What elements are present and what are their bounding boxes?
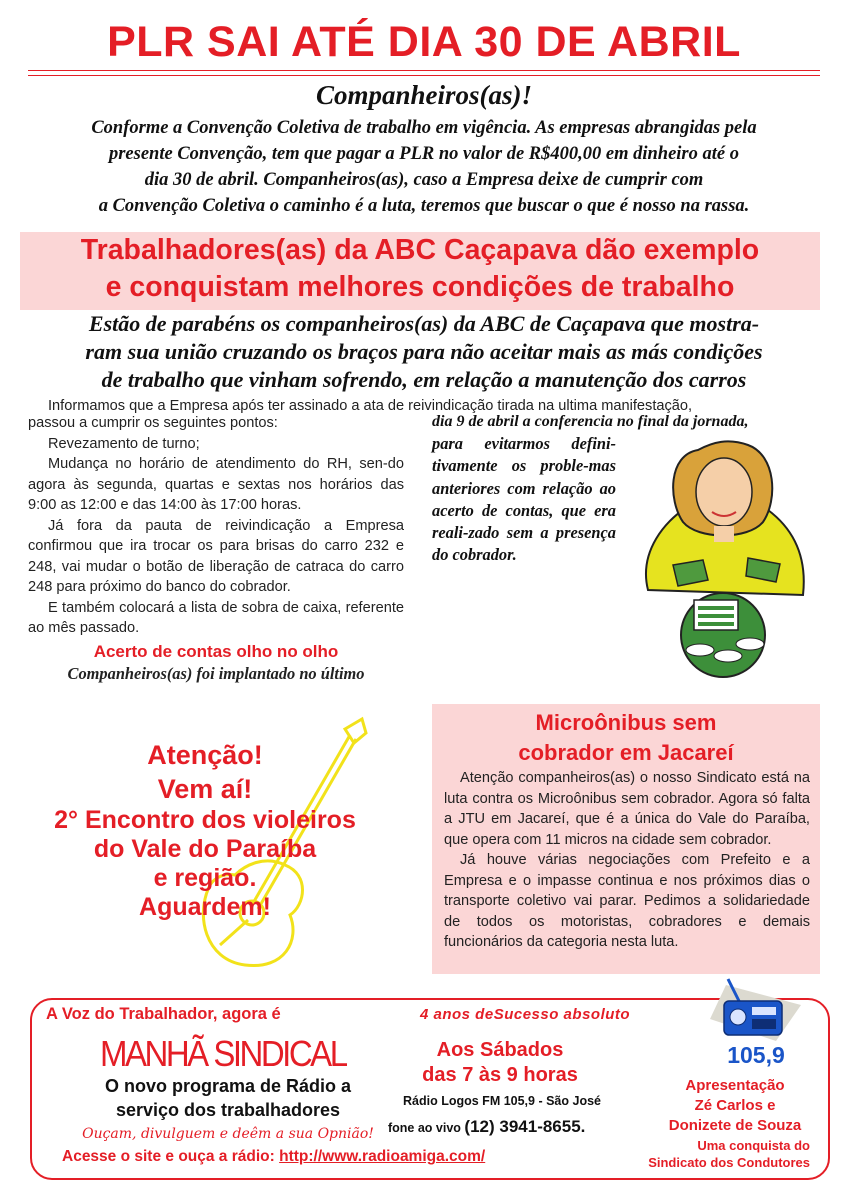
attention-line: Vem aí! [157, 774, 253, 804]
radio-novo-line: O novo programa de Rádio a [104, 1076, 352, 1096]
radio-apres-line: Apresentação [685, 1077, 785, 1094]
radio-apres-line: Zé Carlos e [694, 1097, 776, 1114]
headline-rule-top [28, 70, 820, 71]
headline: PLR SAI ATÉ DIA 30 DE ABRIL [107, 18, 741, 66]
program-logo: MANHÃ SINDICAL [100, 1033, 346, 1074]
attention-line: 2° Encontro dos violeiros [54, 806, 356, 834]
woman-money-illustration [628, 430, 822, 684]
micro-title [432, 708, 820, 768]
radio-conquista-line: Uma conquista do [697, 1138, 810, 1153]
radio-fone-label: fone ao vivo [388, 1121, 461, 1135]
attention-line: do Vale do Paraíba [93, 835, 317, 863]
radio-apresentacao [660, 1076, 810, 1136]
micro-title-line: cobrador em Jacareí [518, 740, 734, 765]
attention-line: e região. [153, 864, 257, 892]
abc-lead-line: Estão de parabéns os companheiros(as) da ABC de Caçapava que mostra- [88, 311, 760, 336]
micro-title-line: Microônibus sem [535, 710, 717, 735]
intro-paragraph [20, 115, 828, 219]
radio-sabados [390, 1038, 610, 1088]
radio-acesse [62, 1148, 485, 1166]
attention-block [20, 738, 390, 922]
micro-body [444, 768, 810, 953]
abc-title-line: e conquistam melhores condições de trabalho [105, 271, 735, 303]
radio-conquista [610, 1137, 810, 1171]
radio-fone [388, 1117, 585, 1137]
attention-line: Atenção! [147, 740, 263, 770]
abc-col1-para: E também colocará a lista de sobra de caixa, referente ao mês passado. [28, 599, 404, 636]
abc-title [20, 232, 820, 306]
abc-title-line: Trabalhadores(as) da ABC Caçapava dão exemplo [80, 234, 760, 266]
salutation: Companheiros(as)! [315, 80, 533, 110]
attention-line: Aguardem! [139, 893, 271, 921]
intro-line: Conforme a Convenção Coletiva de trabalho em vigência. As empresas abrangidas pela [91, 118, 757, 138]
abc-col1-para: Mudança no horário de atendimento do RH, sen-do agora às segunda, quartas e sextas nos horários das 9:00 as 12:00 e das 14:00 às 17:00 horas. [28, 456, 404, 513]
abc-lead-line: de trabalho que vinham sofrendo, em relação a manutenção dos carros [101, 367, 747, 392]
radio-icon [706, 975, 806, 1043]
abc-col2-lead: dia 9 de abril a conferencia no final da jornada, [432, 413, 749, 430]
radio-sucesso: 4 anos deSucesso absoluto [420, 1006, 631, 1023]
radio-novo [38, 1074, 418, 1122]
radio-conquista-line: Sindicato dos Condutores [648, 1155, 810, 1170]
micro-para: Atenção companheiros(as) o nosso Sindicato está na luta contra os Microônibus sem cobrador. Agora só falta a JTU em Jacareí, que é a única do Vale do Paraíba, que opera com 11 micros na cidade sem cobrador. [444, 770, 810, 848]
abc-column-right: para evitarmos defini-tivamente os proble-mas anteriores com relação ao acerto de contas, que era reali-zado sem a presença do cobrador. [432, 434, 616, 565]
radio-voz: A Voz do Trabalhador, agora é [46, 1005, 281, 1023]
radio-sabados-line: Aos Sábados [436, 1039, 564, 1061]
radio-oucam: Ouçam, divulguem e deêm a sua Opnião! [82, 1126, 374, 1142]
abc-col1-para: Revezamento de turno; [48, 435, 200, 452]
abc-col1-first: passou a cumprir os seguintes pontos: [28, 415, 278, 431]
radio-novo-line: serviço dos trabalhadores [115, 1100, 341, 1120]
micro-para: Já houve várias negociações com Prefeito e a Empresa e o impasse continua e nos próximos dias o transporte coletivo vai parar. Pedimos a solidariedade de todos os motoristas, cobradores e demais funcionários da categoria nesta luta. [444, 852, 810, 950]
abc-full-line: Informamos que a Empresa após ter assinado a ata de reivindicação tirada na ultima manifestação, [48, 398, 693, 414]
abc-subhead: Acerto de contas olho no olho [93, 641, 339, 661]
intro-line: dia 30 de abril. Companheiros(as), caso a Empresa deixe de cumprir com [144, 170, 704, 190]
abc-lead [20, 310, 828, 394]
radio-apres-line: Donizete de Souza [668, 1117, 802, 1134]
radio-frequency: 105,9 [727, 1042, 785, 1068]
headline-rule-bottom [28, 75, 820, 76]
intro-line: a Convenção Coletiva o caminho é a luta, teremos que buscar o que é nosso na rassa. [98, 196, 750, 216]
abc-column-left [28, 413, 404, 685]
radio-sabados-line: das 7 às 9 horas [422, 1064, 578, 1086]
radio-fone-number: (12) 3941-8655. [464, 1117, 586, 1136]
intro-line: presente Convenção, tem que pagar a PLR no valor de R$400,00 em dinheiro até o [108, 144, 739, 164]
radio-site-link[interactable]: http://www.radioamiga.com/ [279, 1148, 486, 1165]
abc-subhead-follow: Companheiros(as) foi implantado no último [67, 664, 365, 683]
abc-col1-para: Já fora da pauta de reivindicação a Empresa confirmou que ira trocar os para brisas do carro 232 e 248, vai mudar o botão de liberação de catraca do carro 248 para próximo do banco do cobrador. [28, 517, 404, 595]
abc-lead-line: ram sua união cruzando os braços para não aceitar mais as más condições [85, 339, 763, 364]
radio-station: Rádio Logos FM 105,9 - São José [403, 1094, 601, 1108]
radio-acesse-label: Acesse o site e ouça a rádio: [62, 1148, 275, 1165]
